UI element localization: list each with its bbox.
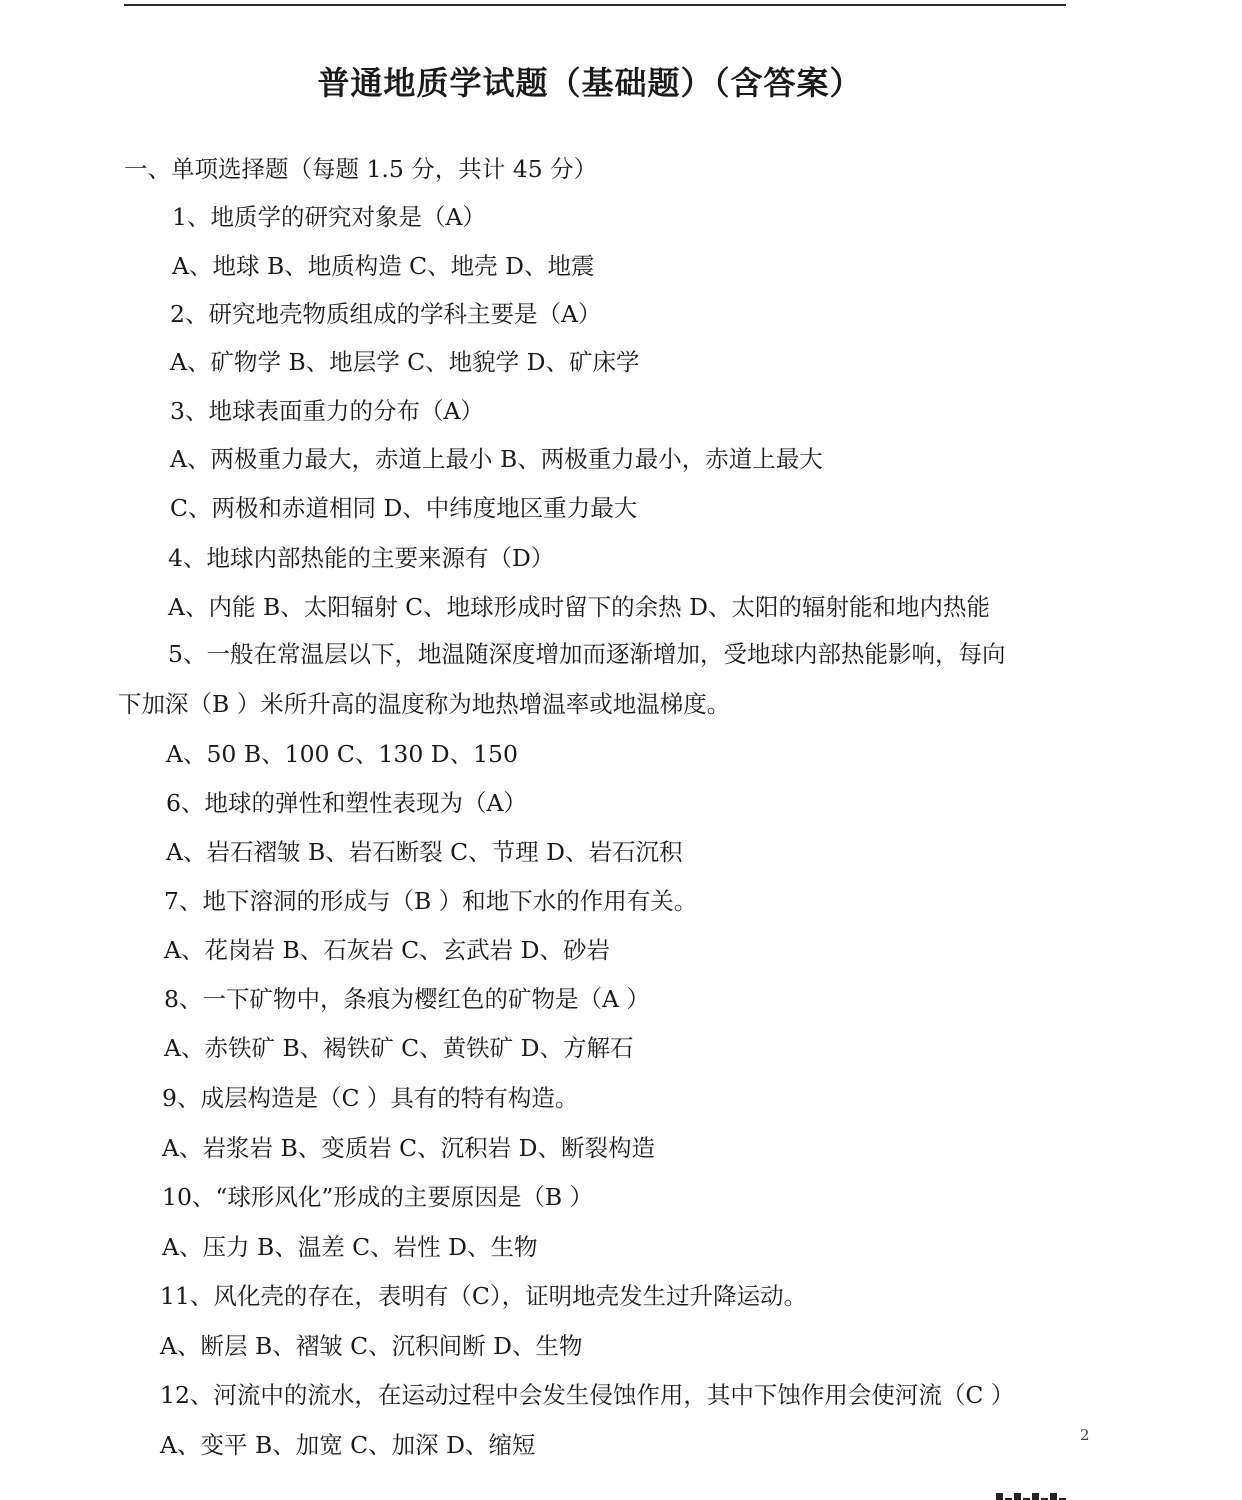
question-3-options-c: C、两极和赤道相同 D、中纬度地区重力最大 xyxy=(170,494,638,522)
question-6: 6、地球的弹性和塑性表现为（A） xyxy=(166,789,527,817)
question-1: 1、地质学的研究对象是（A） xyxy=(172,203,486,231)
section-heading: 一、单项选择题（每题 1.5 分，共计 45 分） xyxy=(124,155,598,183)
question-4-options: A、内能 B、太阳辐射 C、地球形成时留下的余热 D、太阳的辐射能和地内热能 xyxy=(168,593,990,621)
question-11-options: A、断层 B、褶皱 C、沉积间断 D、生物 xyxy=(160,1332,583,1360)
top-rule xyxy=(124,4,1066,6)
question-7: 7、地下溶洞的形成与（B ）和地下水的作用有关。 xyxy=(164,887,698,915)
question-5-continued: 下加深（B ）米所升高的温度称为地热增温率或地温梯度。 xyxy=(118,690,731,718)
question-9-options: A、岩浆岩 B、变质岩 C、沉积岩 D、断裂构造 xyxy=(162,1134,655,1162)
question-8: 8、一下矿物中，条痕为樱红色的矿物是（A ） xyxy=(164,985,650,1013)
question-12-options: A、变平 B、加宽 C、加深 D、缩短 xyxy=(160,1431,536,1459)
page-number: 2 xyxy=(1080,1426,1090,1444)
question-1-options: A、地球 B、地质构造 C、地壳 D、地震 xyxy=(172,252,595,280)
question-2: 2、研究地壳物质组成的学科主要是（A） xyxy=(170,300,602,328)
question-3: 3、地球表面重力的分布（A） xyxy=(170,397,484,425)
page-title: 普通地质学试题（基础题）（含答案） xyxy=(317,64,863,102)
question-3-options-a: A、两极重力最大，赤道上最小 B、两极重力最小，赤道上最大 xyxy=(170,445,823,473)
question-10-options: A、压力 B、温差 C、岩性 D、生物 xyxy=(162,1233,538,1261)
question-10: 10、“球形风化”形成的主要原因是（B ） xyxy=(162,1183,594,1211)
qr-code-icon xyxy=(996,1489,1068,1500)
question-5: 5、一般在常温层以下，地温随深度增加而逐渐增加，受地球内部热能影响，每向 xyxy=(168,640,1006,668)
question-8-options: A、赤铁矿 B、褐铁矿 C、黄铁矿 D、方解石 xyxy=(164,1034,634,1062)
question-12: 12、河流中的流水，在运动过程中会发生侵蚀作用，其中下蚀作用会使河流（C ） xyxy=(160,1381,1015,1409)
question-6-options: A、岩石褶皱 B、岩石断裂 C、节理 D、岩石沉积 xyxy=(166,838,683,866)
question-2-options: A、矿物学 B、地层学 C、地貌学 D、矿床学 xyxy=(170,348,640,376)
question-4: 4、地球内部热能的主要来源有（D） xyxy=(168,544,555,572)
question-9: 9、成层构造是（C ）具有的特有构造。 xyxy=(162,1084,579,1112)
question-11: 11、风化壳的存在，表明有（C），证明地壳发生过升降运动。 xyxy=(160,1282,808,1310)
question-7-options: A、花岗岩 B、石灰岩 C、玄武岩 D、砂岩 xyxy=(164,936,610,964)
question-5-options: A、50 B、100 C、130 D、150 xyxy=(166,740,518,768)
